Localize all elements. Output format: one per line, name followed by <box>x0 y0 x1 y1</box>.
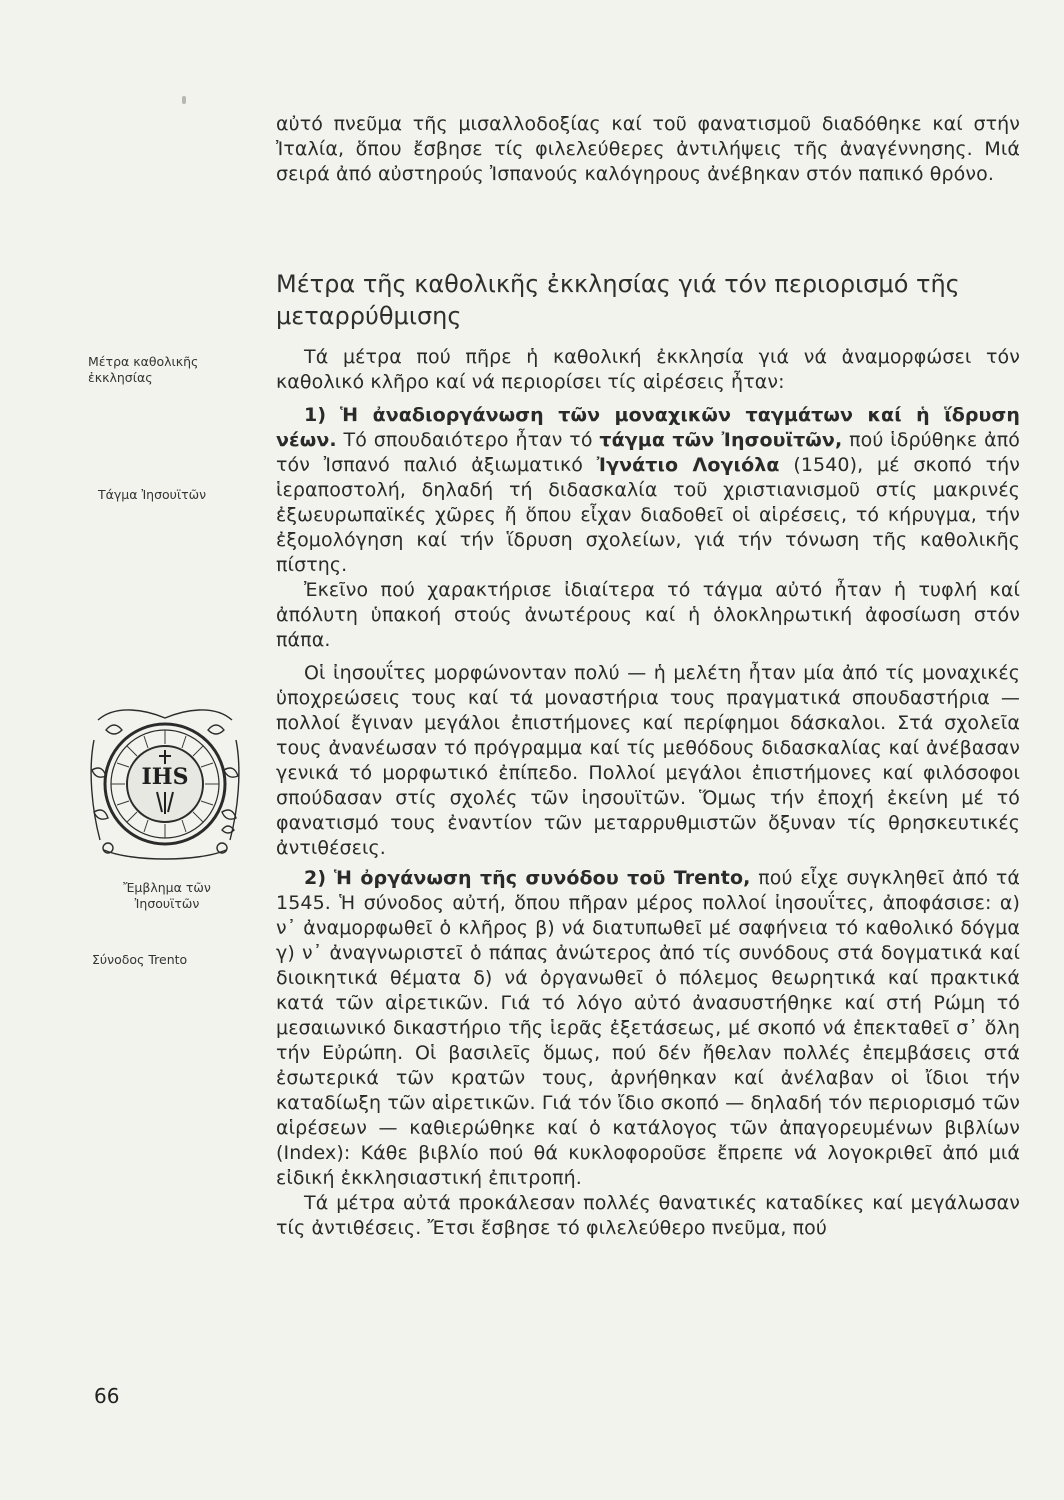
sidenote-measures: Μέτρα καθολικῆς ἐκκλησίας <box>88 354 199 385</box>
item-2-text: πού εἶχε συγκληθεῖ ἀπό τά 1545. Ἡ σύνοδος αὐτή, ὅπου πῆραν μέρος πολλοί ἰησουΐτες, ἀποφάσισε: α) ν᾽ ἀναμορφωθεῖ ὁ κλῆρος β) νά διατυπωθεῖ μέ σαφήνεια τό καθολικό δόγμα γ) ν᾽ ἀναγνωριστεῖ ὁ πάπας ἀνώτερος ἀπό τίς συνόδους στά δογματικά καί διοικητικά θέματα δ) νά ὀργανωθεῖ ὁ πόλεμος θεωρητικά καί πρακτικά κατά τῶν αἱρετικῶν. Γιά τό λόγο αὐτό ἀνασυστήθηκε καί στή Ρώμη τό μεσαιωνικό δικαστήριο τῆς ἱερᾶς ἐξετάσεως, μέ σκοπό νά ἐπεκταθεῖ σ᾽ ὅλη τήν Εὐρώπη. Οἱ βασιλεῖς ὅμως, πού δέν ἤθελαν πολλές ἐπεμβάσεις στά ἐσωτερικά τῶν κρατῶν τους, ἀρνήθηκαν καί ἀνέλαβαν οἱ ἴδιοι τήν καταδίωξη τῶν αἱρετικῶν. Γιά τόν ἴδιο σκοπό — δηλαδή τόν περιορισμό τῶν αἱρέσεων — καθιερώθηκε καί ὁ κατάλογος τῶν ἀπαγορευμένων βιβλίων (Index): Κάθε βιβλίο πού θά κυκλοφοροῦσε ἔπρεπε νά λογοκριθεῖ ἀπό μιά εἰδική ἐκκλησιαστική ἐπιτροπή. <box>276 867 1020 1189</box>
item-1-text-c: πού ἱδρύθηκε ἀπό τόν Ἰσπανό παλιό ἀξιωματικό <box>276 429 1021 476</box>
intro-block <box>276 112 1020 187</box>
item-2-heading: Ἡ ὀργάνωση τῆς συνόδου τοῦ Trento, <box>333 867 751 889</box>
jesuit-order-term: τάγμα τῶν Ἰησουϊτῶν, <box>599 429 843 451</box>
emblem-monogram: IHS <box>141 764 189 790</box>
item-2-number: 2) <box>304 867 327 889</box>
body-paragraph-measures: Τά μέτρα πού πῆρε ἡ καθολική ἐκκλησία γιά νά ἀναμορφώσει τόν καθολικό κλῆρο καί νά περιορίσει τίς αἱρέσεις ἦταν: <box>276 346 1020 393</box>
print-speck <box>182 96 186 104</box>
section-heading: Μέτρα τῆς καθολικῆς ἐκκλησίας γιά τόν περιορισμό τῆς μεταρρύθμισης <box>276 270 960 330</box>
emblem-engraving <box>86 700 244 868</box>
loyola-name: Ἰγνάτιο Λογιόλα <box>596 454 780 476</box>
intro-paragraph: αὐτό πνεῦμα τῆς μισαλλοδοξίας καί τοῦ φανατισμοῦ διαδόθηκε καί στήν Ἰταλία, ὅπου ἔσβησε τίς φιλελεύθερες ἀντιλήψεις τῆς ἀναγέννησης. Μιά σειρά ἀπό αὐστηρούς Ἰσπανούς καλόγηρους ἀνέβηκαν στόν παπικό θρόνο. <box>276 113 1020 185</box>
body-paragraph-item-1 <box>276 403 1020 578</box>
item-1-text-e: (1540), μέ σκοπό τήν ἱεραποστολή, δηλαδή τή διδασκαλία τοῦ χριστιανισμοῦ στίς μακρινές ἐξωευρωπαϊκές χῶρες ἤ ὅπου εἶχαν διαδοθεῖ οἱ αἱρέσεις, τό κήρυγμα, τήν ἐξομολόγηση καί τήν ἵδρυση σχολείων, γιά τήν τόνωση τῆς καθολικῆς πίστης. <box>276 454 1021 576</box>
body-paragraph-item-2 <box>276 866 1020 1191</box>
sidenote-jesuit-order: Τάγμα Ἰησουϊτῶν <box>98 487 207 502</box>
item-1-heading: Ἡ ἀναδιοργάνωση τῶν μοναχικῶν ταγμάτων καί ἡ ἵδρυση νέων. <box>276 404 1021 451</box>
section-body <box>276 345 1020 1241</box>
body-paragraph-education: Οἱ ἰησουΐτες μορφώνονταν πολύ — ἡ μελέτη ἦταν μία ἀπό τίς μοναχικές ὑποχρεώσεις τους καί τά μοναστήρια τους πραγματικά σπουδαστήρια — πολλοί ἔγιναν μεγάλοι ἐπιστήμονες καί περίφημοι δάσκαλοι. Στά σχολεῖα τους ἀνανέωσαν τό πρόγραμμα καί τίς μεθόδους διδασκαλίας καί ἀνέβασαν γενικά τό μορφωτικό ἐπίπεδο. Πολλοί μεγάλοι ἐπιστήμονες καί φιλόσοφοι σπούδασαν στίς σχολές τῶν ἰησουϊτῶν. Ὅμως τήν ἐποχή ἐκείνη μέ τό φανατισμό τους ἐναντίον τῶν μεταρρυθμιστῶν ὄξυναν τίς θρησκευτικές ἀντιθέσεις. <box>276 662 1020 859</box>
item-1-number: 1) <box>304 404 327 426</box>
page-number: 66 <box>94 1384 120 1408</box>
body-paragraph-obedience: Ἐκεῖνο πού χαρακτήρισε ἰδιαίτερα τό τάγμα αὐτό ἦταν ἡ τυφλή καί ἀπόλυτη ὑπακοή στούς ἀνωτέρους καί ἡ ὁλοκληρωτική ἀφοσίωση στόν πάπα. <box>276 579 1020 651</box>
jesuit-emblem-image <box>86 700 244 868</box>
body-paragraph-consequences: Τά μέτρα αὐτά προκάλεσαν πολλές θανατικές καταδίκες καί μεγάλωσαν τίς ἀντιθέσεις. Ἔτσι ἔσβησε τό φιλελεύθερο πνεῦμα, πού <box>276 1192 1020 1239</box>
sidenote-emblem-caption: Ἔμβλημα τῶν Ἰησουϊτῶν <box>123 880 211 911</box>
sidenote-synod: Σύνοδος Trento <box>92 952 188 967</box>
item-1-text-a: Τό σπουδαιότερο ἦταν τό <box>343 429 593 451</box>
